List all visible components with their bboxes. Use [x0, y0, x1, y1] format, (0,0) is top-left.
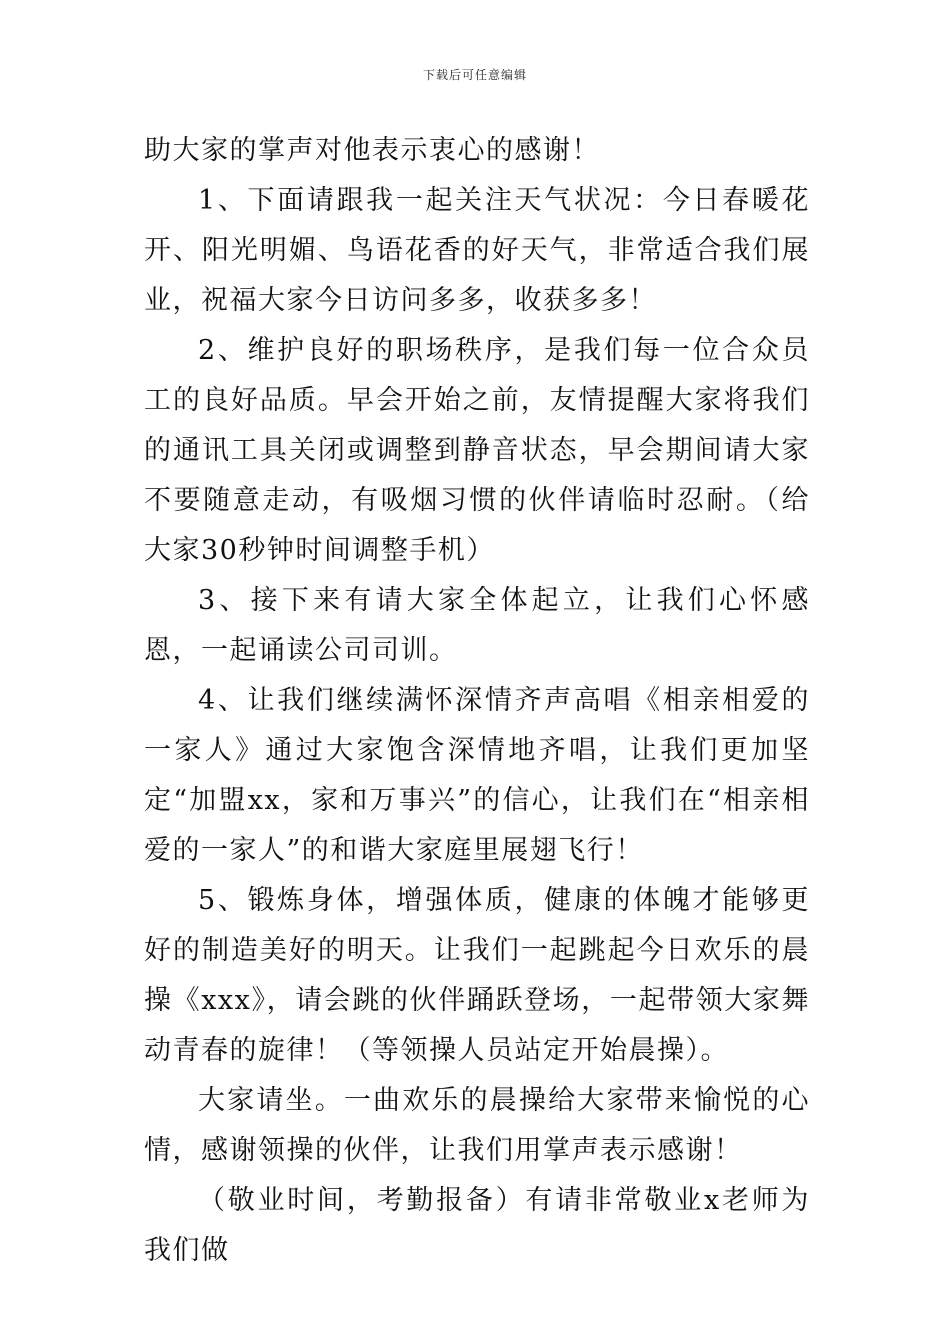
- paragraph-closing-thanks: 助大家的掌声对他表示衷心的感谢！: [144, 135, 600, 166]
- paragraph-sit-down: 大家请坐。一曲欢乐的晨操给大家带来愉悦的心情，感谢领操的伙伴，让我们用掌声表示感谢！: [144, 1085, 810, 1166]
- paragraph-song: 4、让我们继续满怀深情齐声高唱《相亲相爱的一家人》通过大家饱含深情地齐唱，让我们更加坚定“加盟xx，家和万事兴”的信心，让我们在“相亲相爱的一家人”的和谐大家庭里展翅飞行！: [144, 685, 810, 866]
- paragraph-order: 2、维护良好的职场秩序，是我们每一位合众员工的良好品质。早会开始之前，友情提醒大家将我们的通讯工具关闭或调整到静音状态，早会期间请大家不要随意走动，有吸烟习惯的伙伴请临时忍耐。（给大家30秒钟时间调整手机）: [144, 335, 810, 566]
- paragraph-motto: 3、接下来有请大家全体起立，让我们心怀感恩，一起诵读公司司训。: [144, 585, 810, 666]
- document-body: [144, 126, 810, 1276]
- paragraph-exercise: 5、锻炼身体，增强体质，健康的体魄才能够更好的制造美好的明天。让我们一起跳起今日欢乐的晨操《xxx》，请会跳的伙伴踊跃登场，一起带领大家舞动青春的旋律！（等领操人员站定开始晨操）。: [144, 885, 810, 1066]
- paragraph-attendance: （敬业时间，考勤报备）有请非常敬业x老师为我们做: [144, 1185, 810, 1266]
- paragraph-weather: 1、下面请跟我一起关注天气状况：今日春暖花开、阳光明媚、鸟语花香的好天气，非常适合我们展业，祝福大家今日访问多多，收获多多！: [144, 185, 810, 316]
- page-header: 下载后可任意编辑: [422, 68, 527, 82]
